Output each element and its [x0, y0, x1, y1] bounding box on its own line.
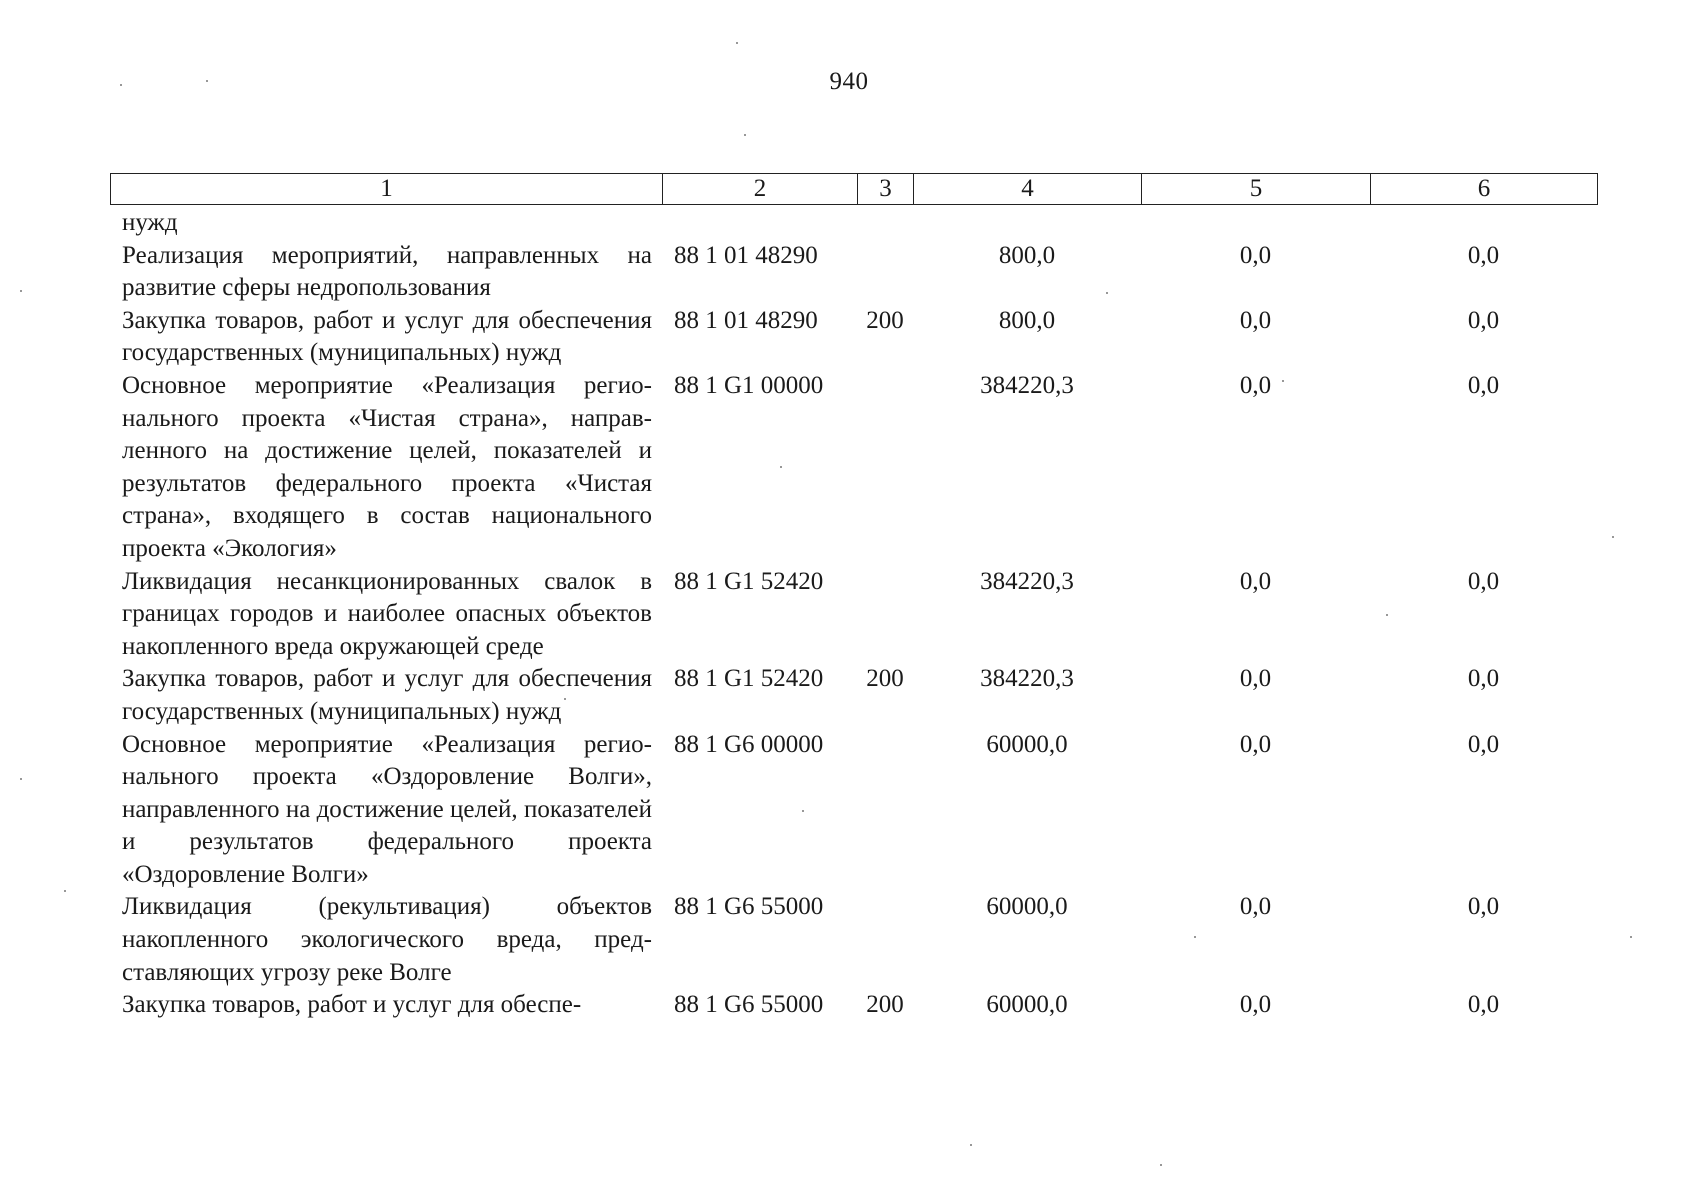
table-row	[110, 305, 1597, 370]
row-type	[857, 207, 913, 240]
header-cell-2: 2	[663, 174, 858, 205]
row-code: 88 1 01 48290	[674, 306, 818, 334]
scan-speck	[1160, 1164, 1162, 1166]
row-name: Основное мероприятие «Реализация регионального проекта «Оздоровление Волги», направленного на достижение целей, показателей и результатов федерального проекта «Оздоровление Волги»	[122, 730, 652, 888]
header-cell-3: 3	[858, 174, 914, 205]
header-cell-5: 5	[1142, 174, 1371, 205]
row-code: 88 1 01 48290	[674, 241, 818, 269]
row-value-5: 0,0	[1239, 241, 1272, 269]
row-value-5: 0,0	[1239, 893, 1272, 921]
row-value-4: 60000,0	[986, 893, 1068, 921]
row-value-5: 0,0	[1239, 371, 1272, 399]
row-value-5: 0,0	[1239, 665, 1272, 693]
row-value-4	[913, 207, 1141, 240]
scan-speck	[744, 134, 746, 136]
table-header	[110, 173, 1598, 205]
scan-speck	[970, 1144, 972, 1146]
scan-speck	[780, 466, 782, 468]
row-code: 88 1 G1 52420	[674, 665, 824, 693]
row-value-6: 0,0	[1467, 893, 1500, 921]
row-value-4: 800,0	[998, 306, 1056, 334]
row-name: Основное мероприятие «Реализация регионального проекта «Чистая страна», направленного на достижение целей, показателей и результатов федерального проекта «Чистая страна», входящего в состав национального проекта «Экология»	[122, 371, 652, 562]
row-value-6: 0,0	[1467, 241, 1500, 269]
scan-speck	[564, 698, 566, 700]
row-code: 88 1 G6 55000	[674, 893, 824, 921]
row-name: Закупка товаров, работ и услуг для обеспе-	[122, 991, 582, 1019]
row-type	[857, 240, 913, 305]
row-type	[857, 566, 913, 664]
row-name: нужд	[122, 209, 178, 236]
row-value-4: 60000,0	[986, 991, 1068, 1019]
table-row	[110, 207, 1597, 240]
row-code: 88 1 G6 00000	[674, 730, 824, 758]
row-value-6: 0,0	[1467, 371, 1500, 399]
row-value-5: 0,0	[1239, 306, 1272, 334]
row-value-4: 384220,3	[980, 665, 1074, 693]
table-row	[110, 891, 1597, 989]
row-name: Реализация мероприятий, направленных на развитие сферы недропользования	[122, 241, 652, 302]
row-value-6: 0,0	[1467, 665, 1500, 693]
scan-speck	[1106, 292, 1108, 294]
row-value-6: 0,0	[1467, 567, 1500, 595]
row-code: 88 1 G1 00000	[674, 371, 824, 399]
table-row	[110, 663, 1597, 728]
scan-speck	[206, 80, 208, 82]
table-row	[110, 566, 1597, 664]
table-row	[110, 729, 1597, 892]
scan-speck	[20, 778, 22, 780]
row-name: Закупка товаров, работ и услуг для обеспечения государственных (муниципальных) нужд	[122, 665, 652, 725]
row-value-5: 0,0	[1239, 567, 1272, 595]
row-value-6: 0,0	[1467, 991, 1500, 1019]
row-name: Ликвидация (рекультивация) объектов накопленного экологического вреда, представляющих угрозу реке Волге	[122, 893, 652, 986]
row-value-4: 384220,3	[980, 567, 1074, 595]
row-value-6: 0,0	[1467, 306, 1500, 334]
row-type: 200	[866, 306, 904, 334]
row-value-6	[1370, 207, 1597, 240]
row-type: 200	[866, 991, 904, 1019]
scan-speck	[736, 42, 738, 44]
scan-speck	[1386, 614, 1388, 616]
row-type	[857, 729, 913, 892]
row-value-6: 0,0	[1467, 730, 1500, 758]
row-code: 88 1 G6 55000	[674, 991, 824, 1019]
scan-speck	[1194, 936, 1196, 938]
row-name: Ликвидация несанкционированных свалок в границах городов и наиболее опасных объектов накопленного вреда окружающей среде	[122, 567, 652, 660]
scan-speck	[120, 84, 122, 86]
row-value-4: 384220,3	[980, 371, 1074, 399]
row-code	[662, 207, 857, 240]
header-cell-4: 4	[914, 174, 1142, 205]
page-number: 940	[829, 68, 869, 95]
row-name: Закупка товаров, работ и услуг для обеспечения государственных (муниципальных) нужд	[122, 306, 652, 367]
table-row	[110, 240, 1597, 305]
row-type: 200	[866, 665, 904, 693]
row-type	[857, 370, 913, 566]
budget-table	[110, 207, 1597, 1022]
row-value-4: 60000,0	[986, 730, 1068, 758]
scan-speck	[64, 890, 66, 892]
row-type	[857, 891, 913, 989]
table-row	[110, 989, 1597, 1022]
table-row	[110, 370, 1597, 566]
row-value-5	[1141, 207, 1370, 240]
scan-speck	[1630, 936, 1632, 938]
row-code: 88 1 G1 52420	[674, 567, 824, 595]
header-row	[111, 174, 1598, 205]
scan-speck	[1282, 380, 1284, 382]
row-value-5: 0,0	[1239, 991, 1272, 1019]
scan-speck	[1612, 536, 1614, 538]
row-value-5: 0,0	[1239, 730, 1272, 758]
row-value-4: 800,0	[998, 241, 1056, 269]
scan-speck	[802, 810, 804, 812]
header-cell-1: 1	[111, 174, 663, 205]
header-cell-6: 6	[1371, 174, 1598, 205]
scan-speck	[20, 290, 22, 292]
